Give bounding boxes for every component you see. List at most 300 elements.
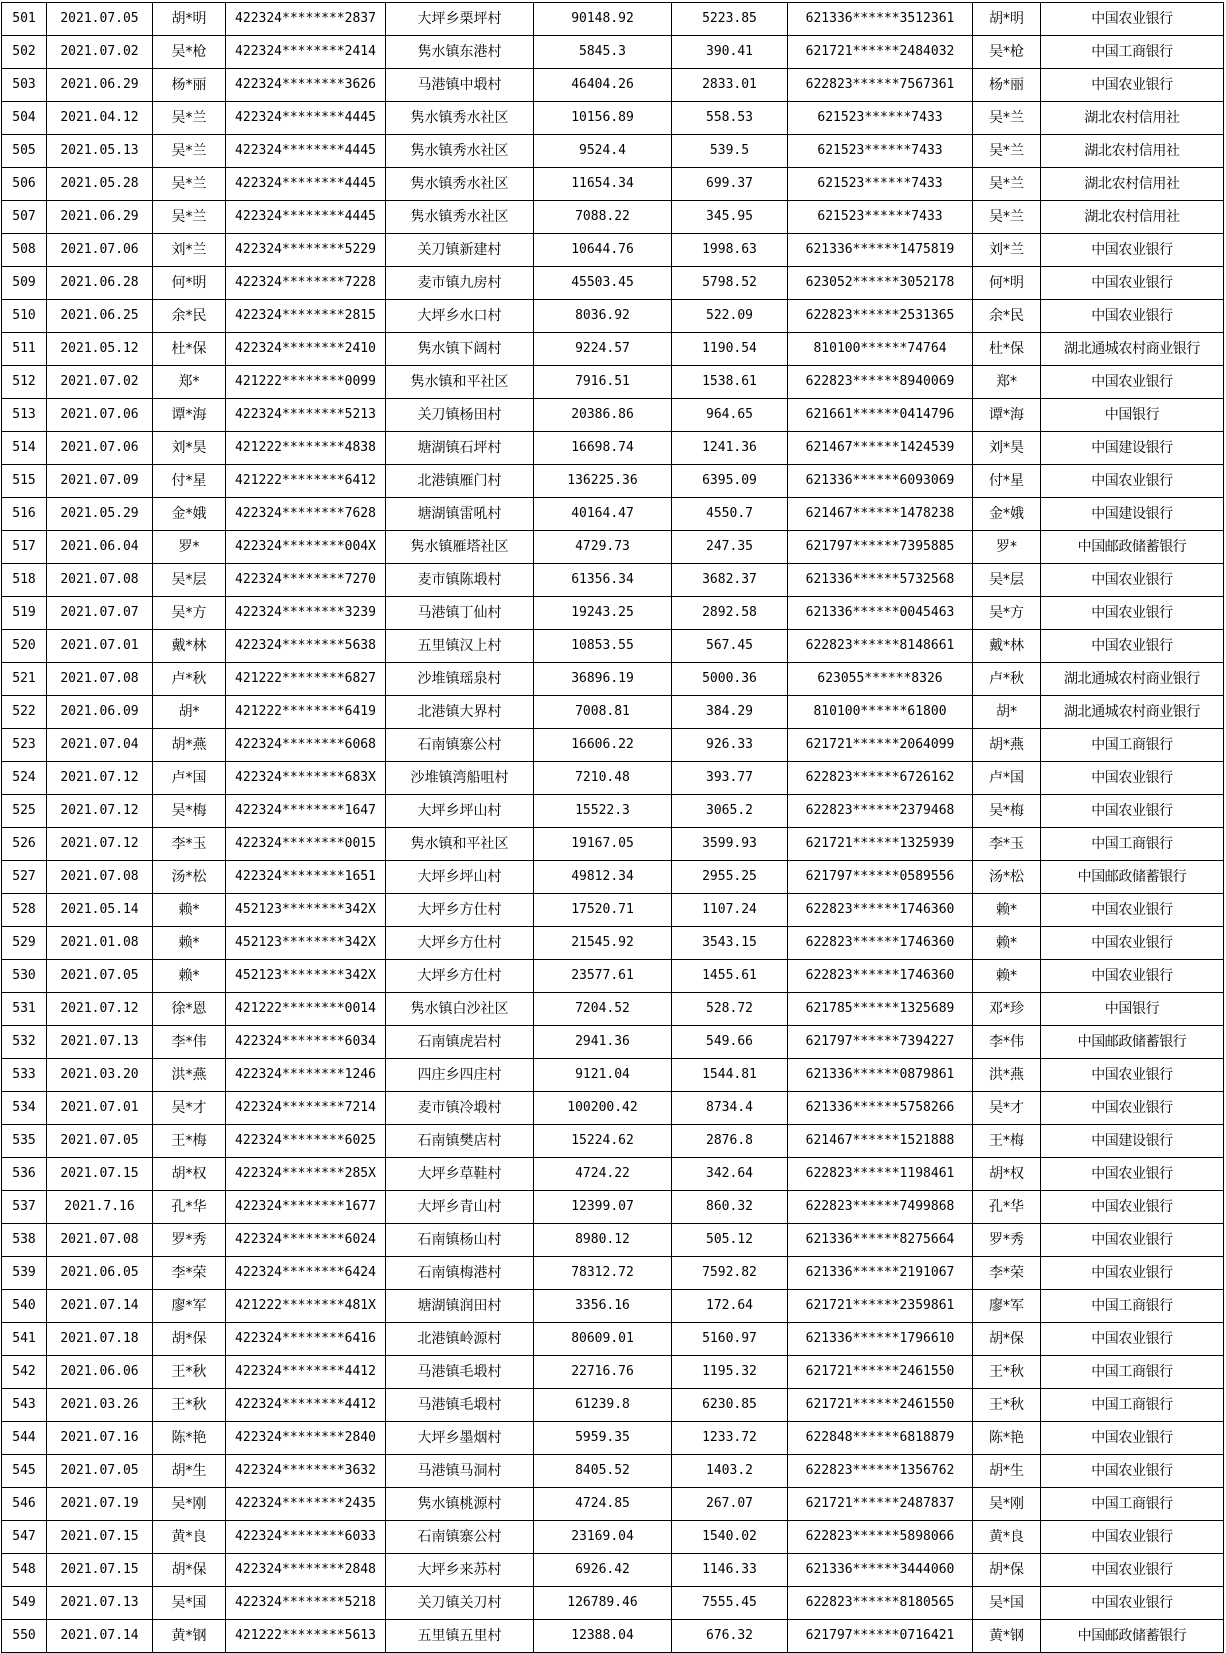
address-cell: 石南镇寨公村 [386, 1521, 534, 1554]
table-row [2, 36, 1224, 69]
account-cell: 621721******2461550 [788, 1389, 973, 1422]
bank-cell: 中国工商银行 [1041, 729, 1224, 762]
date-cell: 2021.07.16 [47, 1422, 153, 1455]
bank-cell: 湖北农村信用社 [1041, 201, 1224, 234]
name-cell: 刘*兰 [153, 234, 226, 267]
date-cell: 2021.05.14 [47, 894, 153, 927]
table-row [2, 201, 1224, 234]
account-cell: 621336******0879861 [788, 1059, 973, 1092]
id-card-cell: 422324********1246 [226, 1059, 386, 1092]
subsidy-cell: 267.07 [672, 1488, 788, 1521]
row-number: 510 [2, 300, 47, 333]
address-cell: 大坪乡坪山村 [386, 861, 534, 894]
date-cell: 2021.03.20 [47, 1059, 153, 1092]
id-card-cell: 422324********4445 [226, 102, 386, 135]
id-card-cell: 422324********2837 [226, 3, 386, 36]
row-number: 523 [2, 729, 47, 762]
name-cell: 赖* [153, 894, 226, 927]
name-cell: 胡*保 [153, 1323, 226, 1356]
table-row [2, 1191, 1224, 1224]
date-cell: 2021.07.15 [47, 1521, 153, 1554]
address-cell: 沙堆镇湾船咀村 [386, 762, 534, 795]
holder-cell: 吴*方 [973, 597, 1041, 630]
table-row [2, 795, 1224, 828]
subsidy-table [1, 2, 1224, 1653]
amount-cell: 7210.48 [534, 762, 672, 795]
subsidy-cell: 6395.09 [672, 465, 788, 498]
account-cell: 621523******7433 [788, 135, 973, 168]
account-cell: 621523******7433 [788, 168, 973, 201]
date-cell: 2021.07.06 [47, 399, 153, 432]
account-cell: 622823******6726162 [788, 762, 973, 795]
subsidy-cell: 2876.8 [672, 1125, 788, 1158]
name-cell: 赖* [153, 960, 226, 993]
date-cell: 2021.07.08 [47, 1224, 153, 1257]
name-cell: 黄*良 [153, 1521, 226, 1554]
date-cell: 2021.07.05 [47, 1125, 153, 1158]
table-row [2, 663, 1224, 696]
account-cell: 622823******7499868 [788, 1191, 973, 1224]
address-cell: 马港镇毛塅村 [386, 1356, 534, 1389]
id-card-cell: 422324********6025 [226, 1125, 386, 1158]
name-cell: 徐*恩 [153, 993, 226, 1026]
id-card-cell: 422324********7628 [226, 498, 386, 531]
bank-cell: 中国农业银行 [1041, 894, 1224, 927]
date-cell: 2021.07.15 [47, 1158, 153, 1191]
amount-cell: 23577.61 [534, 960, 672, 993]
table-row [2, 1290, 1224, 1323]
address-cell: 隽水镇和平社区 [386, 366, 534, 399]
id-card-cell: 422324********5229 [226, 234, 386, 267]
row-number: 501 [2, 3, 47, 36]
name-cell: 胡*生 [153, 1455, 226, 1488]
subsidy-cell: 522.09 [672, 300, 788, 333]
account-cell: 622823******5898066 [788, 1521, 973, 1554]
account-cell: 621721******2064099 [788, 729, 973, 762]
amount-cell: 90148.92 [534, 3, 672, 36]
table-row [2, 828, 1224, 861]
holder-cell: 吴*层 [973, 564, 1041, 597]
name-cell: 何*明 [153, 267, 226, 300]
amount-cell: 5959.35 [534, 1422, 672, 1455]
amount-cell: 10853.55 [534, 630, 672, 663]
subsidy-cell: 3682.37 [672, 564, 788, 597]
table-row [2, 1521, 1224, 1554]
id-card-cell: 421222********4838 [226, 432, 386, 465]
date-cell: 2021.07.08 [47, 663, 153, 696]
subsidy-cell: 699.37 [672, 168, 788, 201]
holder-cell: 洪*燕 [973, 1059, 1041, 1092]
table-body [2, 3, 1224, 1653]
account-cell: 621336******5758266 [788, 1092, 973, 1125]
subsidy-cell: 247.35 [672, 531, 788, 564]
date-cell: 2021.07.09 [47, 465, 153, 498]
bank-cell: 中国农业银行 [1041, 234, 1224, 267]
row-number: 508 [2, 234, 47, 267]
account-cell: 623052******3052178 [788, 267, 973, 300]
amount-cell: 12388.04 [534, 1620, 672, 1653]
name-cell: 胡*权 [153, 1158, 226, 1191]
name-cell: 赖* [153, 927, 226, 960]
bank-cell: 中国农业银行 [1041, 1092, 1224, 1125]
holder-cell: 余*民 [973, 300, 1041, 333]
id-card-cell: 422324********6034 [226, 1026, 386, 1059]
table-row [2, 267, 1224, 300]
table-row [2, 861, 1224, 894]
address-cell: 麦市镇冷塅村 [386, 1092, 534, 1125]
id-card-cell: 422324********285X [226, 1158, 386, 1191]
date-cell: 2021.07.13 [47, 1026, 153, 1059]
account-cell: 622823******2531365 [788, 300, 973, 333]
amount-cell: 10156.89 [534, 102, 672, 135]
bank-cell: 湖北农村信用社 [1041, 168, 1224, 201]
row-number: 534 [2, 1092, 47, 1125]
date-cell: 2021.07.05 [47, 1455, 153, 1488]
account-cell: 622848******6818879 [788, 1422, 973, 1455]
name-cell: 汤*松 [153, 861, 226, 894]
address-cell: 大坪乡草鞋村 [386, 1158, 534, 1191]
name-cell: 吴*层 [153, 564, 226, 597]
date-cell: 2021.06.29 [47, 201, 153, 234]
name-cell: 吴*兰 [153, 201, 226, 234]
bank-cell: 中国农业银行 [1041, 3, 1224, 36]
row-number: 504 [2, 102, 47, 135]
amount-cell: 12399.07 [534, 1191, 672, 1224]
subsidy-cell: 676.32 [672, 1620, 788, 1653]
amount-cell: 10644.76 [534, 234, 672, 267]
table-row [2, 69, 1224, 102]
row-number: 513 [2, 399, 47, 432]
table-row [2, 1422, 1224, 1455]
account-cell: 621336******5732568 [788, 564, 973, 597]
account-cell: 621336******6093069 [788, 465, 973, 498]
date-cell: 2021.07.02 [47, 366, 153, 399]
subsidy-cell: 5798.52 [672, 267, 788, 300]
amount-cell: 8405.52 [534, 1455, 672, 1488]
row-number: 506 [2, 168, 47, 201]
row-number: 544 [2, 1422, 47, 1455]
holder-cell: 孔*华 [973, 1191, 1041, 1224]
id-card-cell: 452123********342X [226, 894, 386, 927]
id-card-cell: 422324********2435 [226, 1488, 386, 1521]
address-cell: 马港镇丁仙村 [386, 597, 534, 630]
table-row [2, 1059, 1224, 1092]
row-number: 521 [2, 663, 47, 696]
holder-cell: 汤*松 [973, 861, 1041, 894]
id-card-cell: 422324********5218 [226, 1587, 386, 1620]
holder-cell: 何*明 [973, 267, 1041, 300]
table-row [2, 3, 1224, 36]
name-cell: 李*伟 [153, 1026, 226, 1059]
holder-cell: 金*娥 [973, 498, 1041, 531]
amount-cell: 126789.46 [534, 1587, 672, 1620]
subsidy-cell: 2955.25 [672, 861, 788, 894]
address-cell: 关刀镇杨田村 [386, 399, 534, 432]
holder-cell: 廖*军 [973, 1290, 1041, 1323]
holder-cell: 王*秋 [973, 1356, 1041, 1389]
row-number: 515 [2, 465, 47, 498]
bank-cell: 中国农业银行 [1041, 630, 1224, 663]
address-cell: 大坪乡青山村 [386, 1191, 534, 1224]
table-row [2, 465, 1224, 498]
id-card-cell: 452123********342X [226, 960, 386, 993]
date-cell: 2021.05.12 [47, 333, 153, 366]
id-card-cell: 422324********004X [226, 531, 386, 564]
id-card-cell: 422324********4445 [226, 168, 386, 201]
bank-cell: 中国农业银行 [1041, 1224, 1224, 1257]
date-cell: 2021.06.29 [47, 69, 153, 102]
subsidy-cell: 7555.45 [672, 1587, 788, 1620]
id-card-cell: 422324********4412 [226, 1356, 386, 1389]
account-cell: 621336******1796610 [788, 1323, 973, 1356]
name-cell: 胡*明 [153, 3, 226, 36]
holder-cell: 吴*刚 [973, 1488, 1041, 1521]
table-row [2, 1488, 1224, 1521]
table-row [2, 960, 1224, 993]
id-card-cell: 422324********2815 [226, 300, 386, 333]
amount-cell: 78312.72 [534, 1257, 672, 1290]
name-cell: 陈*艳 [153, 1422, 226, 1455]
row-number: 526 [2, 828, 47, 861]
row-number: 522 [2, 696, 47, 729]
date-cell: 2021.07.05 [47, 3, 153, 36]
amount-cell: 7008.81 [534, 696, 672, 729]
date-cell: 2021.04.12 [47, 102, 153, 135]
date-cell: 2021.05.28 [47, 168, 153, 201]
row-number: 528 [2, 894, 47, 927]
table-row [2, 1587, 1224, 1620]
table-row [2, 168, 1224, 201]
subsidy-cell: 345.95 [672, 201, 788, 234]
name-cell: 罗* [153, 531, 226, 564]
row-number: 519 [2, 597, 47, 630]
subsidy-cell: 964.65 [672, 399, 788, 432]
date-cell: 2021.07.14 [47, 1620, 153, 1653]
bank-cell: 中国农业银行 [1041, 1059, 1224, 1092]
account-cell: 623055******8326 [788, 663, 973, 696]
holder-cell: 罗* [973, 531, 1041, 564]
address-cell: 四庄乡四庄村 [386, 1059, 534, 1092]
id-card-cell: 422324********683X [226, 762, 386, 795]
table-row [2, 234, 1224, 267]
subsidy-cell: 2833.01 [672, 69, 788, 102]
table-row [2, 300, 1224, 333]
date-cell: 2021.06.04 [47, 531, 153, 564]
date-cell: 2021.07.12 [47, 993, 153, 1026]
table-row [2, 432, 1224, 465]
address-cell: 北港镇岭源村 [386, 1323, 534, 1356]
name-cell: 吴*才 [153, 1092, 226, 1125]
table-row [2, 531, 1224, 564]
subsidy-cell: 860.32 [672, 1191, 788, 1224]
account-cell: 621467******1521888 [788, 1125, 973, 1158]
amount-cell: 49812.34 [534, 861, 672, 894]
date-cell: 2021.07.01 [47, 1092, 153, 1125]
holder-cell: 吴*才 [973, 1092, 1041, 1125]
row-number: 548 [2, 1554, 47, 1587]
subsidy-cell: 1544.81 [672, 1059, 788, 1092]
subsidy-cell: 539.5 [672, 135, 788, 168]
table-row [2, 927, 1224, 960]
row-number: 505 [2, 135, 47, 168]
row-number: 542 [2, 1356, 47, 1389]
address-cell: 隽水镇东港村 [386, 36, 534, 69]
holder-cell: 胡*权 [973, 1158, 1041, 1191]
date-cell: 2021.07.14 [47, 1290, 153, 1323]
bank-cell: 中国银行 [1041, 399, 1224, 432]
subsidy-cell: 5223.85 [672, 3, 788, 36]
account-cell: 622823******1746360 [788, 894, 973, 927]
amount-cell: 7088.22 [534, 201, 672, 234]
account-cell: 810100******74764 [788, 333, 973, 366]
date-cell: 2021.06.06 [47, 1356, 153, 1389]
bank-cell: 中国农业银行 [1041, 1422, 1224, 1455]
address-cell: 北港镇雁门村 [386, 465, 534, 498]
subsidy-cell: 172.64 [672, 1290, 788, 1323]
table-row [2, 399, 1224, 432]
bank-cell: 中国农业银行 [1041, 366, 1224, 399]
account-cell: 621336******0045463 [788, 597, 973, 630]
holder-cell: 吴*枪 [973, 36, 1041, 69]
row-number: 503 [2, 69, 47, 102]
holder-cell: 戴*林 [973, 630, 1041, 663]
name-cell: 余*民 [153, 300, 226, 333]
bank-cell: 中国农业银行 [1041, 1521, 1224, 1554]
date-cell: 2021.05.13 [47, 135, 153, 168]
holder-cell: 陈*艳 [973, 1422, 1041, 1455]
table-row [2, 1620, 1224, 1653]
subsidy-cell: 2892.58 [672, 597, 788, 630]
row-number: 533 [2, 1059, 47, 1092]
date-cell: 2021.06.05 [47, 1257, 153, 1290]
address-cell: 麦市镇九房村 [386, 267, 534, 300]
subsidy-cell: 1540.02 [672, 1521, 788, 1554]
address-cell: 麦市镇陈塅村 [386, 564, 534, 597]
row-number: 532 [2, 1026, 47, 1059]
name-cell: 洪*燕 [153, 1059, 226, 1092]
account-cell: 621523******7433 [788, 102, 973, 135]
address-cell: 塘湖镇润田村 [386, 1290, 534, 1323]
account-cell: 621721******2461550 [788, 1356, 973, 1389]
row-number: 547 [2, 1521, 47, 1554]
bank-cell: 中国农业银行 [1041, 465, 1224, 498]
holder-cell: 王*秋 [973, 1389, 1041, 1422]
table-row [2, 1389, 1224, 1422]
amount-cell: 20386.86 [534, 399, 672, 432]
amount-cell: 61239.8 [534, 1389, 672, 1422]
row-number: 502 [2, 36, 47, 69]
subsidy-cell: 1455.61 [672, 960, 788, 993]
account-cell: 622823******7567361 [788, 69, 973, 102]
id-card-cell: 421222********6412 [226, 465, 386, 498]
amount-cell: 19243.25 [534, 597, 672, 630]
id-card-cell: 422324********6024 [226, 1224, 386, 1257]
address-cell: 石南镇樊店村 [386, 1125, 534, 1158]
name-cell: 罗*秀 [153, 1224, 226, 1257]
amount-cell: 23169.04 [534, 1521, 672, 1554]
bank-cell: 中国农业银行 [1041, 597, 1224, 630]
id-card-cell: 422324********2414 [226, 36, 386, 69]
id-card-cell: 422324********4445 [226, 201, 386, 234]
amount-cell: 5845.3 [534, 36, 672, 69]
id-card-cell: 421222********0014 [226, 993, 386, 1026]
account-cell: 621797******7394227 [788, 1026, 973, 1059]
row-number: 540 [2, 1290, 47, 1323]
bank-cell: 中国建设银行 [1041, 1125, 1224, 1158]
subsidy-cell: 926.33 [672, 729, 788, 762]
table-row [2, 1224, 1224, 1257]
amount-cell: 61356.34 [534, 564, 672, 597]
amount-cell: 15224.62 [534, 1125, 672, 1158]
row-number: 520 [2, 630, 47, 663]
id-card-cell: 421222********0099 [226, 366, 386, 399]
table-row [2, 1356, 1224, 1389]
date-cell: 2021.07.08 [47, 564, 153, 597]
holder-cell: 吴*国 [973, 1587, 1041, 1620]
bank-cell: 中国农业银行 [1041, 1554, 1224, 1587]
id-card-cell: 422324********6068 [226, 729, 386, 762]
table-row [2, 597, 1224, 630]
account-cell: 621467******1478238 [788, 498, 973, 531]
account-cell: 621785******1325689 [788, 993, 973, 1026]
row-number: 549 [2, 1587, 47, 1620]
bank-cell: 中国建设银行 [1041, 432, 1224, 465]
row-number: 538 [2, 1224, 47, 1257]
row-number: 509 [2, 267, 47, 300]
date-cell: 2021.7.16 [47, 1191, 153, 1224]
name-cell: 杜*保 [153, 333, 226, 366]
amount-cell: 2941.36 [534, 1026, 672, 1059]
id-card-cell: 422324********2840 [226, 1422, 386, 1455]
table-row [2, 333, 1224, 366]
bank-cell: 中国农业银行 [1041, 1191, 1224, 1224]
subsidy-cell: 1233.72 [672, 1422, 788, 1455]
holder-cell: 刘*昊 [973, 432, 1041, 465]
name-cell: 吴*梅 [153, 795, 226, 828]
id-card-cell: 421222********481X [226, 1290, 386, 1323]
id-card-cell: 422324********5638 [226, 630, 386, 663]
date-cell: 2021.07.13 [47, 1587, 153, 1620]
bank-cell: 湖北通城农村商业银行 [1041, 696, 1224, 729]
row-number: 539 [2, 1257, 47, 1290]
table-row [2, 102, 1224, 135]
holder-cell: 赖* [973, 927, 1041, 960]
row-number: 514 [2, 432, 47, 465]
date-cell: 2021.07.05 [47, 960, 153, 993]
bank-cell: 中国农业银行 [1041, 762, 1224, 795]
bank-cell: 中国农业银行 [1041, 300, 1224, 333]
name-cell: 吴*国 [153, 1587, 226, 1620]
amount-cell: 15522.3 [534, 795, 672, 828]
address-cell: 大坪乡水口村 [386, 300, 534, 333]
date-cell: 2021.07.19 [47, 1488, 153, 1521]
name-cell: 李*玉 [153, 828, 226, 861]
subsidy-cell: 6230.85 [672, 1389, 788, 1422]
account-cell: 622823******1746360 [788, 960, 973, 993]
id-card-cell: 422324********2410 [226, 333, 386, 366]
address-cell: 隽水镇雁塔社区 [386, 531, 534, 564]
account-cell: 622823******8148661 [788, 630, 973, 663]
id-card-cell: 421222********6419 [226, 696, 386, 729]
holder-cell: 李*伟 [973, 1026, 1041, 1059]
bank-cell: 中国邮政储蓄银行 [1041, 1620, 1224, 1653]
address-cell: 五里镇五里村 [386, 1620, 534, 1653]
amount-cell: 8980.12 [534, 1224, 672, 1257]
holder-cell: 赖* [973, 894, 1041, 927]
subsidy-cell: 342.64 [672, 1158, 788, 1191]
account-cell: 621523******7433 [788, 201, 973, 234]
row-number: 524 [2, 762, 47, 795]
